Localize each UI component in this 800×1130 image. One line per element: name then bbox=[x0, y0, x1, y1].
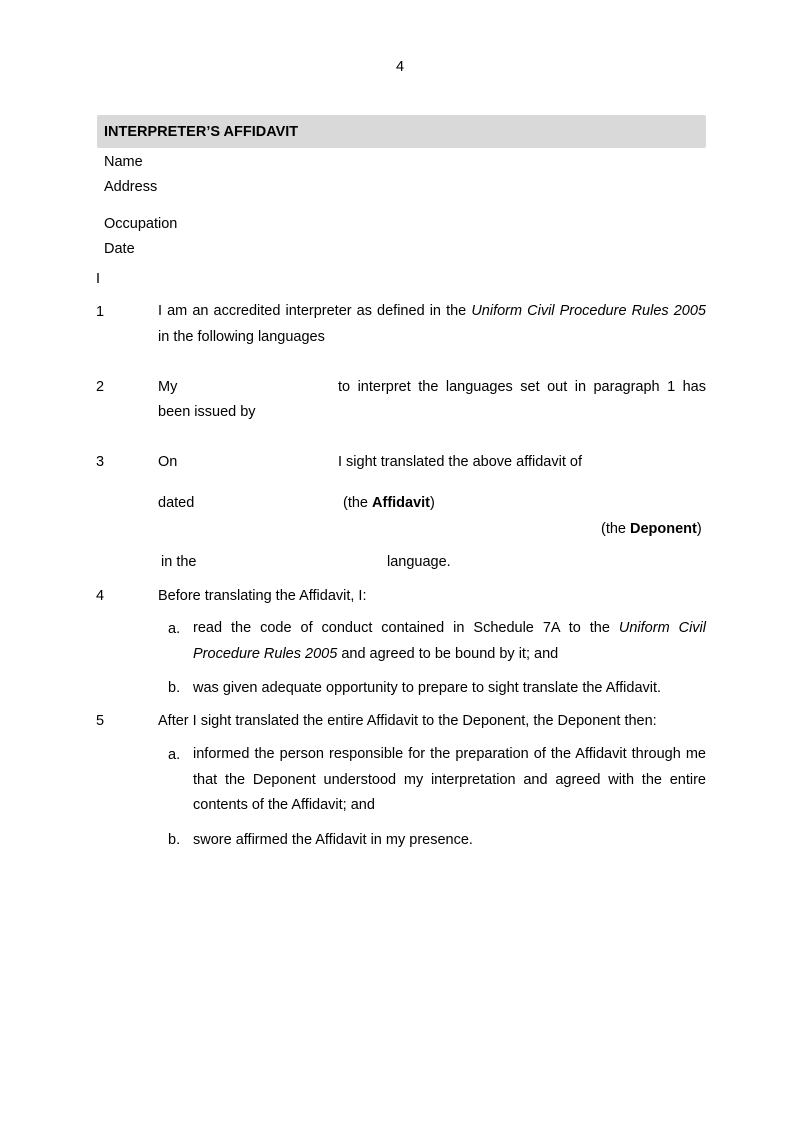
paragraph-4a-text: read the code of conduct contained in Schedule 7A to the Uniform Civil Procedure Rules 2005 and agreed to be bound by it; and bbox=[193, 620, 706, 662]
paragraph-3-on: On bbox=[158, 454, 178, 470]
paragraph-number-5: 5 bbox=[96, 713, 105, 729]
paragraph-5a-text: informed the person responsible for the preparation of the Affidavit through me that the Deponent understood my interpretation and agreed with the entire contents of the Affidavit; and bbox=[193, 746, 706, 813]
paragraph-1-text: I am an accredited interpreter as defined in the Uniform Civil Procedure Rules 2005 in the following languages bbox=[158, 303, 706, 345]
list-marker-5b: b. bbox=[168, 832, 181, 848]
paragraph-3-sight-text: I sight translated the above affidavit of bbox=[338, 454, 582, 470]
paragraph-number-4: 4 bbox=[96, 588, 105, 604]
section-heading: INTERPRETER’S AFFIDAVIT bbox=[104, 124, 299, 140]
field-label-address: Address bbox=[104, 179, 158, 195]
list-marker-4b: b. bbox=[168, 680, 181, 696]
list-marker-5a: a. bbox=[168, 747, 181, 763]
affidavit-definition: (the Affidavit) bbox=[343, 495, 435, 511]
section-heading-bar bbox=[97, 115, 706, 148]
paragraph-number-1: 1 bbox=[96, 304, 105, 320]
paragraph-number-3: 3 bbox=[96, 454, 105, 470]
paragraph-5-text: After I sight translated the entire Affidavit to the Deponent, the Deponent then: bbox=[158, 713, 657, 729]
paragraph-number-2: 2 bbox=[96, 379, 105, 395]
paragraph-4-text: Before translating the Affidavit, I: bbox=[158, 588, 367, 604]
deponent-definition: (the Deponent) bbox=[601, 521, 702, 537]
page-number: 4 bbox=[395, 59, 405, 75]
paragraph-2-issued-by: been issued by bbox=[158, 404, 256, 420]
paragraph-4b-text: was given adequate opportunity to prepare to sight translate the Affidavit. bbox=[193, 680, 662, 696]
rules-citation: Uniform Civil Procedure Rules 2005 bbox=[193, 620, 706, 662]
field-label-occupation: Occupation bbox=[104, 216, 178, 232]
paragraph-3-language: language. bbox=[387, 554, 451, 570]
intro-pronoun: I bbox=[96, 271, 101, 287]
paragraph-2-my: My bbox=[158, 379, 178, 395]
field-label-date: Date bbox=[104, 241, 135, 257]
paragraph-5b-text: swore affirmed the Affidavit in my presence. bbox=[193, 832, 473, 848]
field-label-name: Name bbox=[104, 154, 143, 170]
paragraph-2-text-right: to interpret the languages set out in paragraph 1 has bbox=[338, 379, 706, 395]
paragraph-3-in-the: in the bbox=[161, 554, 197, 570]
paragraph-3-dated: dated bbox=[158, 495, 195, 511]
list-marker-4a: a. bbox=[168, 621, 181, 637]
rules-citation: Uniform Civil Procedure Rules 2005 bbox=[471, 303, 706, 319]
